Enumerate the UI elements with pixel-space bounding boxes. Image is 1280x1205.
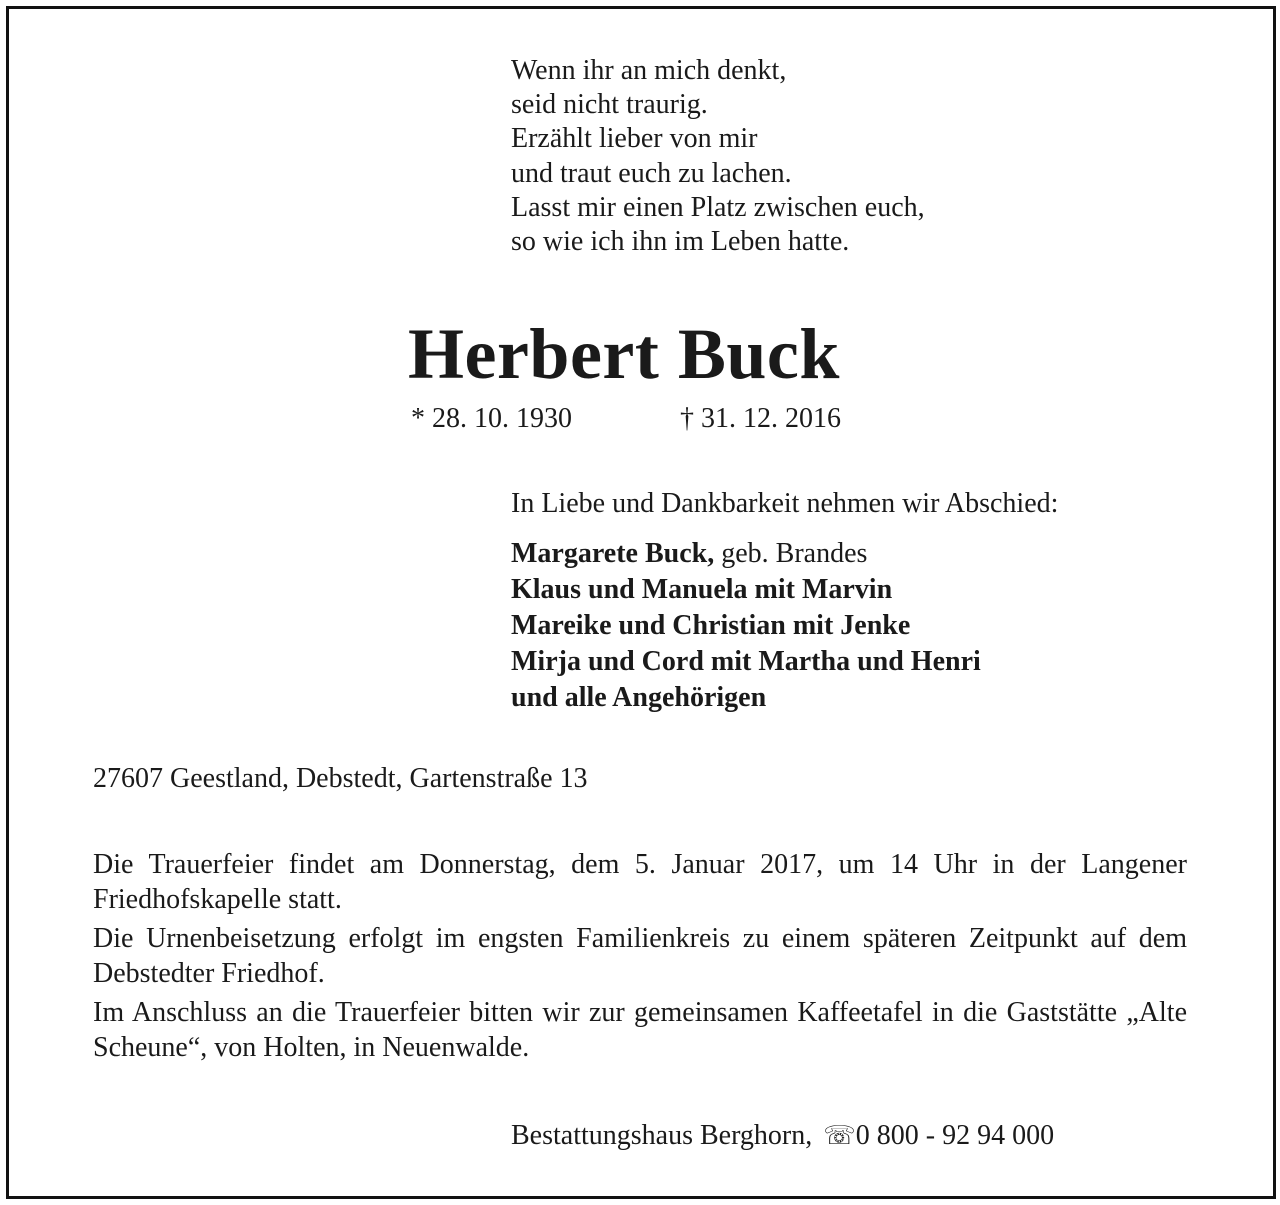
notice-paragraph: Die Trauerfeier findet am Donnerstag, dem 5. Januar 2017, um 14 Uhr in der Langener Friedhofskapelle statt. xyxy=(93,849,1187,915)
mourner-name: Margarete Buck, xyxy=(511,538,715,569)
poem-line: seid nicht traurig. xyxy=(511,89,708,121)
mourner-line xyxy=(511,644,981,680)
mourner-line xyxy=(511,572,981,608)
mourner-name: Klaus und Manuela mit Marvin xyxy=(511,574,893,605)
mourner-line xyxy=(511,680,981,716)
mourner-line xyxy=(511,608,981,644)
birth-date: * 28. 10. 1930 xyxy=(411,403,572,434)
poem-line: und traut euch zu lachen. xyxy=(511,157,792,189)
deceased-name: Herbert Buck xyxy=(408,314,840,394)
death-date: † 31. 12. 2016 xyxy=(680,403,841,434)
poem xyxy=(511,54,925,259)
funeral-notices xyxy=(93,848,1187,1070)
mourner-maiden-name: geb. Brandes xyxy=(714,538,868,569)
poem-line: so wie ich ihn im Leben hatte. xyxy=(511,226,850,258)
mourner-name: Mirja und Cord mit Martha und Henri xyxy=(511,646,981,677)
notice-paragraph: Die Urnenbeisetzung erfolgt im engsten Familienkreis zu einem späteren Zeitpunkt auf dem Debstedter Friedhof. xyxy=(93,923,1187,989)
poem-line: Lasst mir einen Platz zwischen euch, xyxy=(511,191,925,223)
mourner-name: Mareike und Christian mit Jenke xyxy=(511,610,911,641)
telephone-icon: ☏ xyxy=(823,1121,856,1150)
undertaker-name: Bestattungshaus Berghorn, xyxy=(511,1120,813,1151)
mourner-name: und alle Angehörigen xyxy=(511,682,767,713)
poem-line: Wenn ihr an mich denkt, xyxy=(511,55,787,86)
farewell-intro: In Liebe und Dankbarkeit nehmen wir Abschied: xyxy=(511,488,1059,519)
mourner-line xyxy=(511,536,981,572)
family-address: 27607 Geestland, Debstedt, Gartenstraße 13 xyxy=(93,763,588,794)
mourners-list xyxy=(511,536,981,716)
undertaker-line xyxy=(511,1119,1054,1153)
poem-line: Erzählt lieber von mir xyxy=(511,123,758,155)
notice-paragraph: Im Anschluss an die Trauerfeier bitten wir zur gemeinsamen Kaffeetafel in die Gaststätte „Alte Scheune“, von Holten, in Neuenwalde. xyxy=(93,997,1187,1063)
undertaker-phone: 0 800 - 92 94 000 xyxy=(855,1120,1055,1151)
